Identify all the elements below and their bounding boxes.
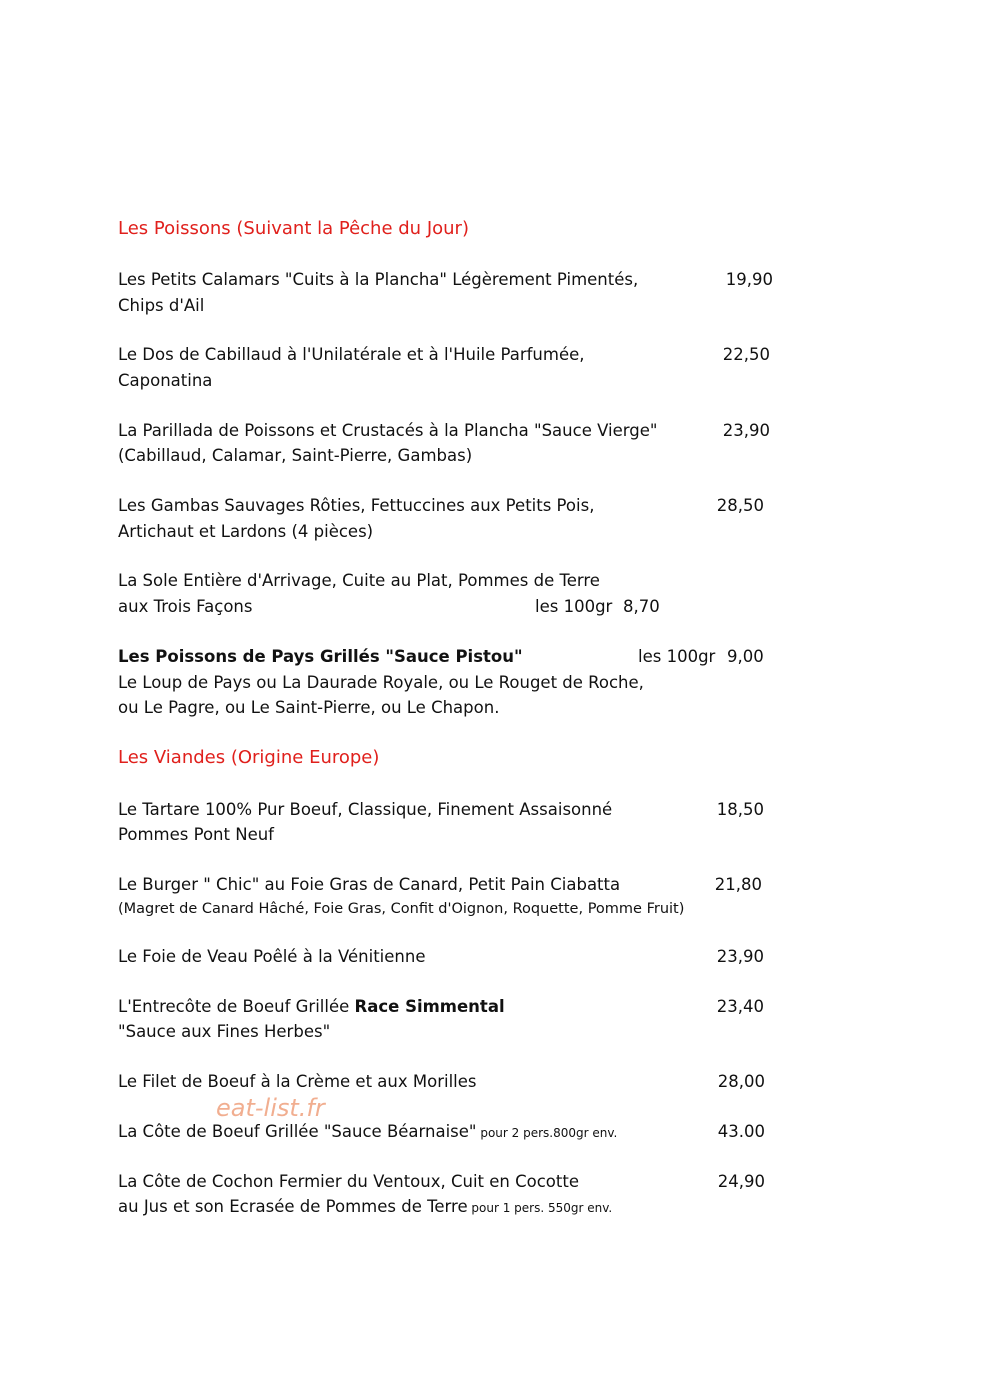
fish-item-1-price: 19,90 xyxy=(725,270,773,289)
meat-item-1-name: Le Tartare 100% Pur Boeuf, Classique, Finement Assaisonné xyxy=(118,800,613,819)
meat-item-3-price: 23,90 xyxy=(716,947,764,966)
meat-item-4-name xyxy=(118,994,505,1020)
fish-item-4-detail: Artichaut et Lardons (4 pièces) xyxy=(118,522,374,541)
fish-item-5-name: La Sole Entière d'Arrivage, Cuite au Plat, Pommes de Terre xyxy=(118,571,600,590)
fish-item-1-detail: Chips d'Ail xyxy=(118,296,205,315)
meat-item-3-name: Le Foie de Veau Poêlé à la Vénitienne xyxy=(118,947,426,966)
fish-item-5-detail: aux Trois Façons xyxy=(118,597,253,616)
fish-item-3-detail: (Cabillaud, Calamar, Saint-Pierre, Gambas) xyxy=(118,446,473,465)
fish-item-6-price: 9,00 xyxy=(727,647,764,666)
section-title-meat: Les Viandes (Origine Europe) xyxy=(118,747,380,768)
fish-item-2-detail: Caponatina xyxy=(118,371,213,390)
watermark-logo: eat-list.fr xyxy=(216,1094,325,1122)
fish-item-6-unit: les 100gr xyxy=(638,647,716,666)
meat-item-6-note: pour 2 pers.800gr env. xyxy=(476,1126,618,1140)
fish-item-5-unit: les 100gr xyxy=(535,597,613,616)
meat-item-5-name: Le Filet de Boeuf à la Crème et aux Morilles xyxy=(118,1072,477,1091)
meat-item-7-name: La Côte de Cochon Fermier du Ventoux, Cuit en Cocotte xyxy=(118,1172,579,1191)
meat-item-6-name xyxy=(118,1119,617,1146)
meat-item-2-name: Le Burger " Chic" au Foie Gras de Canard, Petit Pain Ciabatta xyxy=(118,875,621,894)
fish-item-2-price: 22,50 xyxy=(722,345,770,364)
meat-item-1-detail: Pommes Pont Neuf xyxy=(118,825,274,844)
meat-item-6-price: 43.00 xyxy=(717,1122,765,1141)
fish-item-6-detail-2: ou Le Pagre, ou Le Saint-Pierre, ou Le Chapon. xyxy=(118,698,500,717)
fish-item-4-name: Les Gambas Sauvages Rôties, Fettuccines aux Petits Pois, xyxy=(118,496,595,515)
fish-item-6-name: Les Poissons de Pays Grillés "Sauce Pistou" xyxy=(118,647,523,666)
meat-item-7-detail xyxy=(118,1194,612,1221)
meat-item-4-name-main: L'Entrecôte de Boeuf Grillée xyxy=(118,997,355,1016)
meat-item-4-detail: "Sauce aux Fines Herbes" xyxy=(118,1022,331,1041)
meat-item-4-price: 23,40 xyxy=(716,997,764,1016)
fish-item-3-name: La Parillada de Poissons et Crustacés à la Plancha "Sauce Vierge" xyxy=(118,421,658,440)
meat-item-4-breed: Race Simmental xyxy=(354,997,505,1016)
fish-item-1-name: Les Petits Calamars "Cuits à la Plancha" Légèrement Pimentés, xyxy=(118,270,639,289)
meat-item-7-note: pour 1 pers. 550gr env. xyxy=(467,1201,613,1215)
fish-item-2-name: Le Dos de Cabillaud à l'Unilatérale et à l'Huile Parfumée, xyxy=(118,345,585,364)
fish-item-5-price: 8,70 xyxy=(623,597,660,616)
meat-item-1-price: 18,50 xyxy=(716,800,764,819)
fish-item-6-detail-1: Le Loup de Pays ou La Daurade Royale, ou Le Rouget de Roche, xyxy=(118,673,644,692)
meat-item-2-detail: (Magret de Canard Hâché, Foie Gras, Confit d'Oignon, Roquette, Pomme Fruit) xyxy=(118,901,685,917)
meat-item-5-price: 28,00 xyxy=(717,1072,765,1091)
fish-item-3-price: 23,90 xyxy=(722,421,770,440)
meat-item-7-price: 24,90 xyxy=(717,1172,765,1191)
meat-item-7-detail-main: au Jus et son Ecrasée de Pommes de Terre xyxy=(118,1197,468,1216)
fish-item-4-price: 28,50 xyxy=(716,496,764,515)
section-title-fish: Les Poissons (Suivant la Pêche du Jour) xyxy=(118,218,469,239)
meat-item-6-name-main: La Côte de Boeuf Grillée "Sauce Béarnaise" xyxy=(118,1122,477,1141)
meat-item-2-price: 21,80 xyxy=(714,875,762,894)
